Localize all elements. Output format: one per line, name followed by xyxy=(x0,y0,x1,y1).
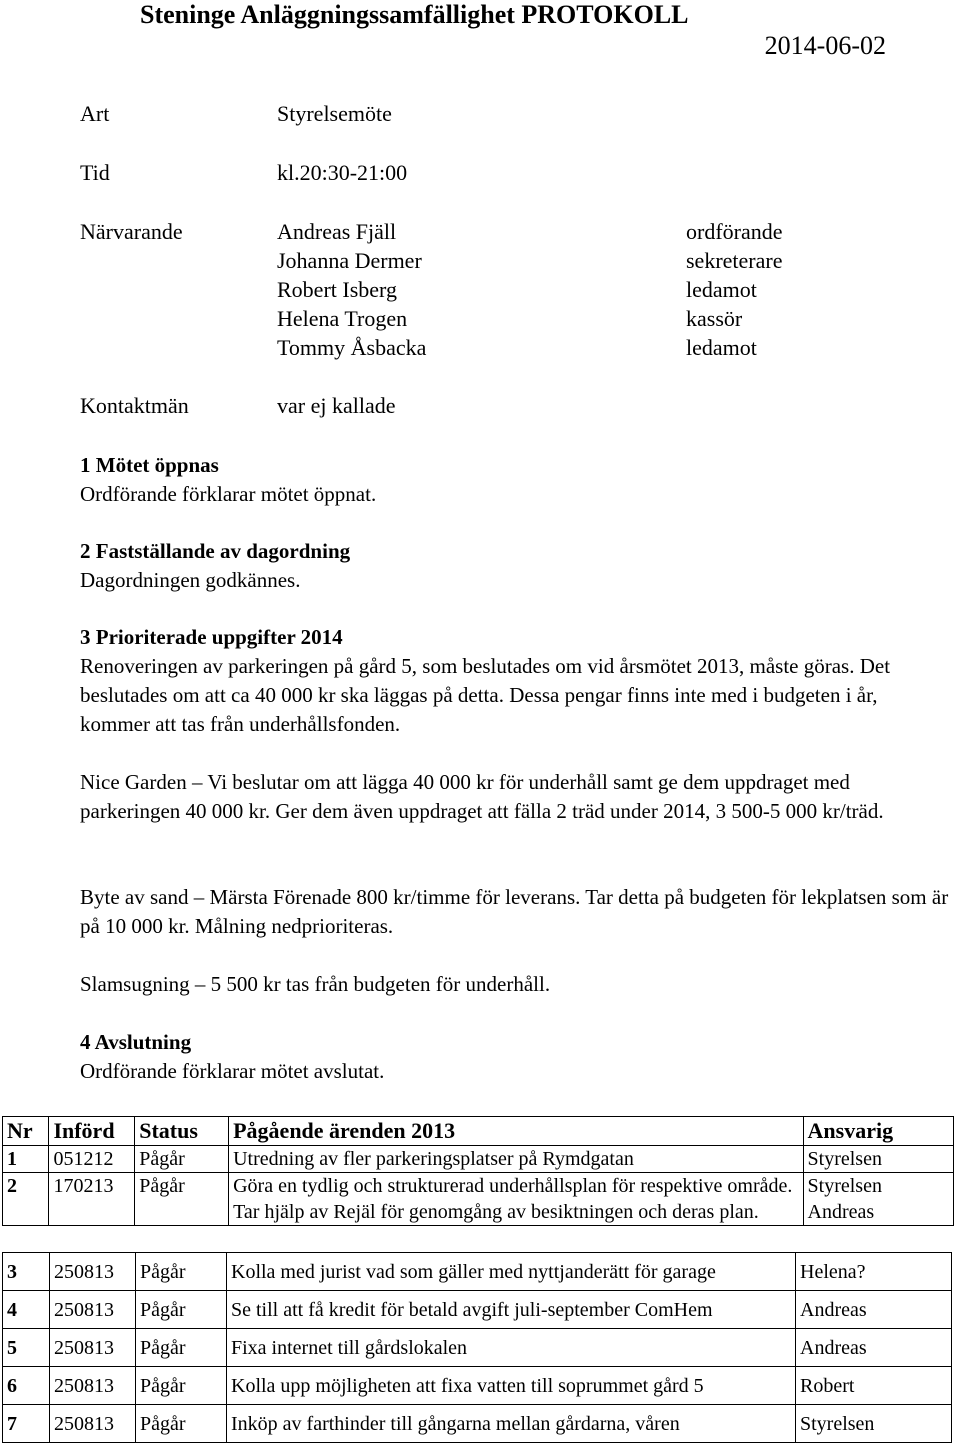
cell-status: Pågår xyxy=(136,1253,227,1291)
cell-ansvarig: Styrelsen Andreas xyxy=(803,1173,953,1226)
present-name-5: Tommy Åsbacka xyxy=(277,335,427,360)
cell-status: Pågår xyxy=(136,1291,227,1329)
document-date: 2014-06-02 xyxy=(764,31,886,60)
cell-arende: Utredning av fler parkeringsplatser på Rymdgatan xyxy=(229,1146,803,1173)
section-2-heading: 2 Fastställande av dagordning xyxy=(80,539,351,563)
cell-status: Pågår xyxy=(136,1329,227,1367)
cell-arende: Göra en tydlig och strukturerad underhållsplan för respektive område. Tar hjälp av Rejäl för genomgång av besiktningen och deras plan. xyxy=(229,1173,803,1226)
present-name-1: Andreas Fjäll xyxy=(277,219,397,244)
section-3-paragraph-1: Renoveringen av parkeringen på gård 5, som beslutades om vid årsmötet 2013, måste göras. Det beslutades om att ca 40 000 kr ska läggas på detta. Dessa pengar finns inte med i budgeten i år, kommer att tas från underhållsfonden. xyxy=(80,654,891,736)
section-2 xyxy=(80,537,350,595)
present-name-3: Robert Isberg xyxy=(277,277,397,302)
section-3-heading: 3 Prioriterade uppgifter 2014 xyxy=(80,625,343,649)
header-ansvarig: Ansvarig xyxy=(803,1117,953,1146)
section-2-text: Dagordningen godkännes. xyxy=(80,568,301,592)
table-row xyxy=(3,1291,952,1329)
section-1-heading: 1 Mötet öppnas xyxy=(80,453,219,477)
section-4-heading: 4 Avslutning xyxy=(80,1030,192,1054)
header-arende: Pågående ärenden 2013 xyxy=(229,1117,803,1146)
cell-status: Pågår xyxy=(136,1405,227,1443)
cell-inford: 250813 xyxy=(50,1367,136,1405)
table-row xyxy=(3,1329,952,1367)
header-inford: Införd xyxy=(49,1117,135,1146)
section-3-paragraph-3: Byte av sand – Märsta Förenade 800 kr/timme för leverans. Tar detta på budgeten för lekplatsen som är på 10 000 kr. Målning nedprioriteras. xyxy=(80,885,949,938)
present-label: Närvarande xyxy=(80,219,183,244)
section-4 xyxy=(80,1028,384,1086)
table-row xyxy=(3,1173,954,1226)
document-title: Steninge Anläggningssamfällighet PROTOKOLL xyxy=(140,0,689,29)
cell-arende: Inköp av farthinder till gångarna mellan gårdarna, våren xyxy=(227,1405,796,1443)
present-role-3: ledamot xyxy=(686,277,757,302)
cell-nr: 5 xyxy=(3,1329,50,1367)
present-role-4: kassör xyxy=(686,306,743,331)
art-label: Art xyxy=(80,101,110,126)
cell-arende: Se till att få kredit för betald avgift juli-september ComHem xyxy=(227,1291,796,1329)
cell-inford: 170213 xyxy=(49,1173,135,1226)
cell-inford: 250813 xyxy=(50,1329,136,1367)
section-3-paragraph-2: Nice Garden – Vi beslutar om att lägga 40 000 kr för underhåll samt ge dem uppdraget med parkeringen 40 000 kr. Ger dem även uppdraget att fälla 2 träd under 2014, 3 500-5 000 kr/träd. xyxy=(80,770,884,823)
cell-ansvarig: Andreas xyxy=(796,1329,952,1367)
table-row xyxy=(3,1253,952,1291)
table-row xyxy=(3,1405,952,1443)
cell-ansvarig: Helena? xyxy=(796,1253,952,1291)
cell-status: Pågår xyxy=(136,1367,227,1405)
tid-label: Tid xyxy=(80,160,110,185)
cell-arende: Fixa internet till gårdslokalen xyxy=(227,1329,796,1367)
section-4-text: Ordförande förklarar mötet avslutat. xyxy=(80,1059,385,1083)
cell-inford: 051212 xyxy=(49,1146,135,1173)
section-3-paragraph-4: Slamsugning – 5 500 kr tas från budgeten för underhåll. xyxy=(80,972,551,996)
contact-value: var ej kallade xyxy=(277,393,396,418)
cell-nr: 7 xyxy=(3,1405,50,1443)
issues-table-top xyxy=(2,1116,954,1226)
cell-nr: 1 xyxy=(3,1146,49,1173)
header-nr: Nr xyxy=(3,1117,49,1146)
section-1-text: Ordförande förklarar mötet öppnat. xyxy=(80,482,377,506)
table-row xyxy=(3,1367,952,1405)
present-role-2: sekreterare xyxy=(686,248,783,273)
cell-ansvarig: Styrelsen xyxy=(803,1146,953,1173)
cell-nr: 2 xyxy=(3,1173,49,1226)
cell-status: Pågår xyxy=(135,1146,229,1173)
table-row xyxy=(3,1146,954,1173)
present-role-5: ledamot xyxy=(686,335,757,360)
present-name-2: Johanna Dermer xyxy=(277,248,422,273)
present-role-1: ordförande xyxy=(686,219,783,244)
cell-inford: 250813 xyxy=(50,1291,136,1329)
tid-value: kl.20:30-21:00 xyxy=(277,160,408,185)
cell-inford: 250813 xyxy=(50,1253,136,1291)
cell-ansvarig: Andreas xyxy=(796,1291,952,1329)
cell-ansvarig: Styrelsen xyxy=(796,1405,952,1443)
cell-inford: 250813 xyxy=(50,1405,136,1443)
cell-arende: Kolla upp möjligheten att fixa vatten till soprummet gård 5 xyxy=(227,1367,796,1405)
contact-label: Kontaktmän xyxy=(80,393,189,418)
cell-arende: Kolla med jurist vad som gäller med nyttjanderätt för garage xyxy=(227,1253,796,1291)
present-name-4: Helena Trogen xyxy=(277,306,408,331)
art-value: Styrelsemöte xyxy=(277,101,392,126)
section-1 xyxy=(80,451,376,509)
cell-ansvarig: Robert xyxy=(796,1367,952,1405)
cell-nr: 3 xyxy=(3,1253,50,1291)
issues-table-bottom xyxy=(2,1252,952,1443)
table-header-row xyxy=(3,1117,954,1146)
header-status: Status xyxy=(135,1117,229,1146)
cell-nr: 4 xyxy=(3,1291,50,1329)
cell-status: Pågår xyxy=(135,1173,229,1226)
cell-nr: 6 xyxy=(3,1367,50,1405)
